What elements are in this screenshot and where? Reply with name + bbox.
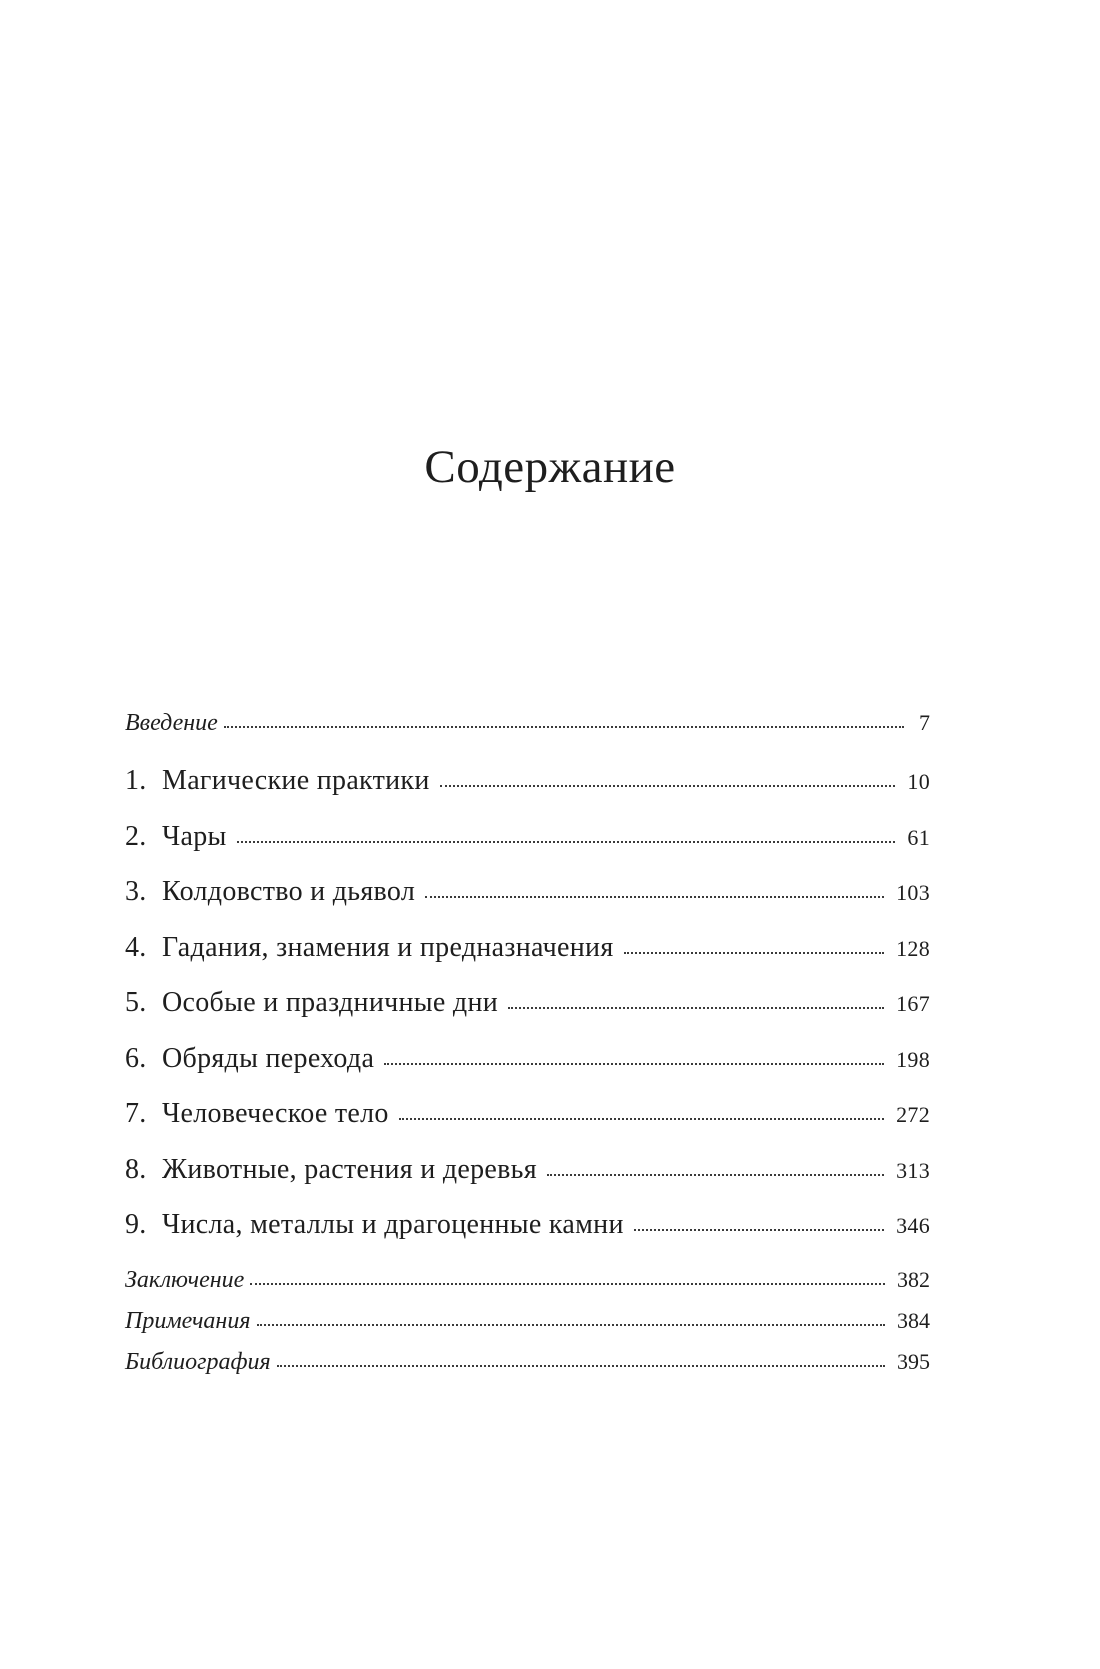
dot-leader — [277, 1365, 885, 1367]
chapter-number: 3. — [125, 876, 147, 907]
toc-entry-page: 395 — [897, 1348, 930, 1374]
toc-entry-page: 198 — [896, 1046, 930, 1072]
dot-leader — [440, 785, 896, 787]
chapter-number: 2. — [125, 820, 147, 852]
chapter-number: 4. — [125, 931, 147, 963]
chapter-number: 1. — [125, 765, 147, 796]
dot-leader — [425, 896, 884, 898]
chapter-number: 5. — [125, 987, 147, 1018]
chapter-number: 9. — [125, 1209, 147, 1240]
chapter-number: 6. — [125, 1042, 147, 1074]
toc-entry-page: 382 — [897, 1266, 930, 1292]
toc-entry-label: Числа, металлы и драгоценные камни — [162, 1209, 624, 1240]
toc-entry-label: Магические практики — [162, 765, 430, 796]
toc-entry-label: Чары — [162, 820, 227, 852]
toc-entry-chapter-7[interactable] — [125, 1098, 930, 1154]
toc-entry-chapter-4[interactable] — [125, 932, 930, 988]
toc-entry-introduction[interactable] — [125, 710, 930, 751]
toc-entry-label: Введение — [125, 710, 218, 736]
toc-entry-chapter-2[interactable] — [125, 821, 930, 877]
toc-entry-chapter-1[interactable] — [125, 765, 930, 821]
dot-leader — [547, 1174, 884, 1176]
table-of-contents — [125, 710, 930, 1390]
toc-entry-notes[interactable] — [125, 1308, 930, 1349]
toc-entry-chapter-6[interactable] — [125, 1043, 930, 1099]
toc-entry-label: Примечания — [125, 1307, 251, 1334]
toc-entry-page: 7 — [919, 710, 930, 735]
toc-entry-page: 128 — [896, 935, 930, 961]
toc-entry-label: Особые и праздничные дни — [162, 987, 499, 1018]
toc-entry-page: 61 — [907, 824, 930, 850]
toc-entry-label: Гадания, знамения и предназначения — [162, 931, 614, 963]
toc-entry-label: Колдовство и дьявол — [162, 876, 416, 907]
toc-entry-chapter-9[interactable] — [125, 1209, 930, 1265]
dot-leader — [250, 1283, 885, 1285]
dot-leader — [257, 1324, 886, 1326]
dot-leader — [224, 726, 904, 728]
toc-entry-page: 103 — [896, 880, 930, 905]
toc-entry-page: 10 — [907, 769, 930, 794]
toc-entry-page: 346 — [896, 1213, 930, 1238]
toc-entry-page: 167 — [896, 991, 930, 1016]
toc-entry-chapter-8[interactable] — [125, 1154, 930, 1210]
toc-entry-page: 272 — [896, 1102, 930, 1127]
dot-leader — [384, 1063, 884, 1065]
toc-entry-label: Библиография — [125, 1348, 271, 1375]
chapter-number: 8. — [125, 1153, 147, 1185]
page-title: Содержание — [424, 441, 676, 493]
toc-entry-conclusion[interactable] — [125, 1267, 930, 1308]
chapter-number: 7. — [125, 1098, 147, 1129]
dot-leader — [634, 1229, 884, 1231]
toc-entry-bibliography[interactable] — [125, 1349, 930, 1390]
toc-entry-label: Животные, растения и деревья — [162, 1153, 537, 1185]
toc-entry-label: Заключение — [125, 1266, 245, 1293]
toc-entry-chapter-3[interactable] — [125, 876, 930, 932]
toc-entry-label: Обряды перехода — [162, 1042, 375, 1074]
toc-entry-page: 313 — [896, 1157, 930, 1183]
dot-leader — [508, 1007, 884, 1009]
dot-leader — [237, 841, 896, 843]
dot-leader — [624, 952, 885, 954]
toc-entry-label: Человеческое тело — [162, 1098, 389, 1129]
toc-entry-page: 384 — [897, 1307, 930, 1333]
dot-leader — [399, 1118, 884, 1120]
toc-entry-chapter-5[interactable] — [125, 987, 930, 1043]
